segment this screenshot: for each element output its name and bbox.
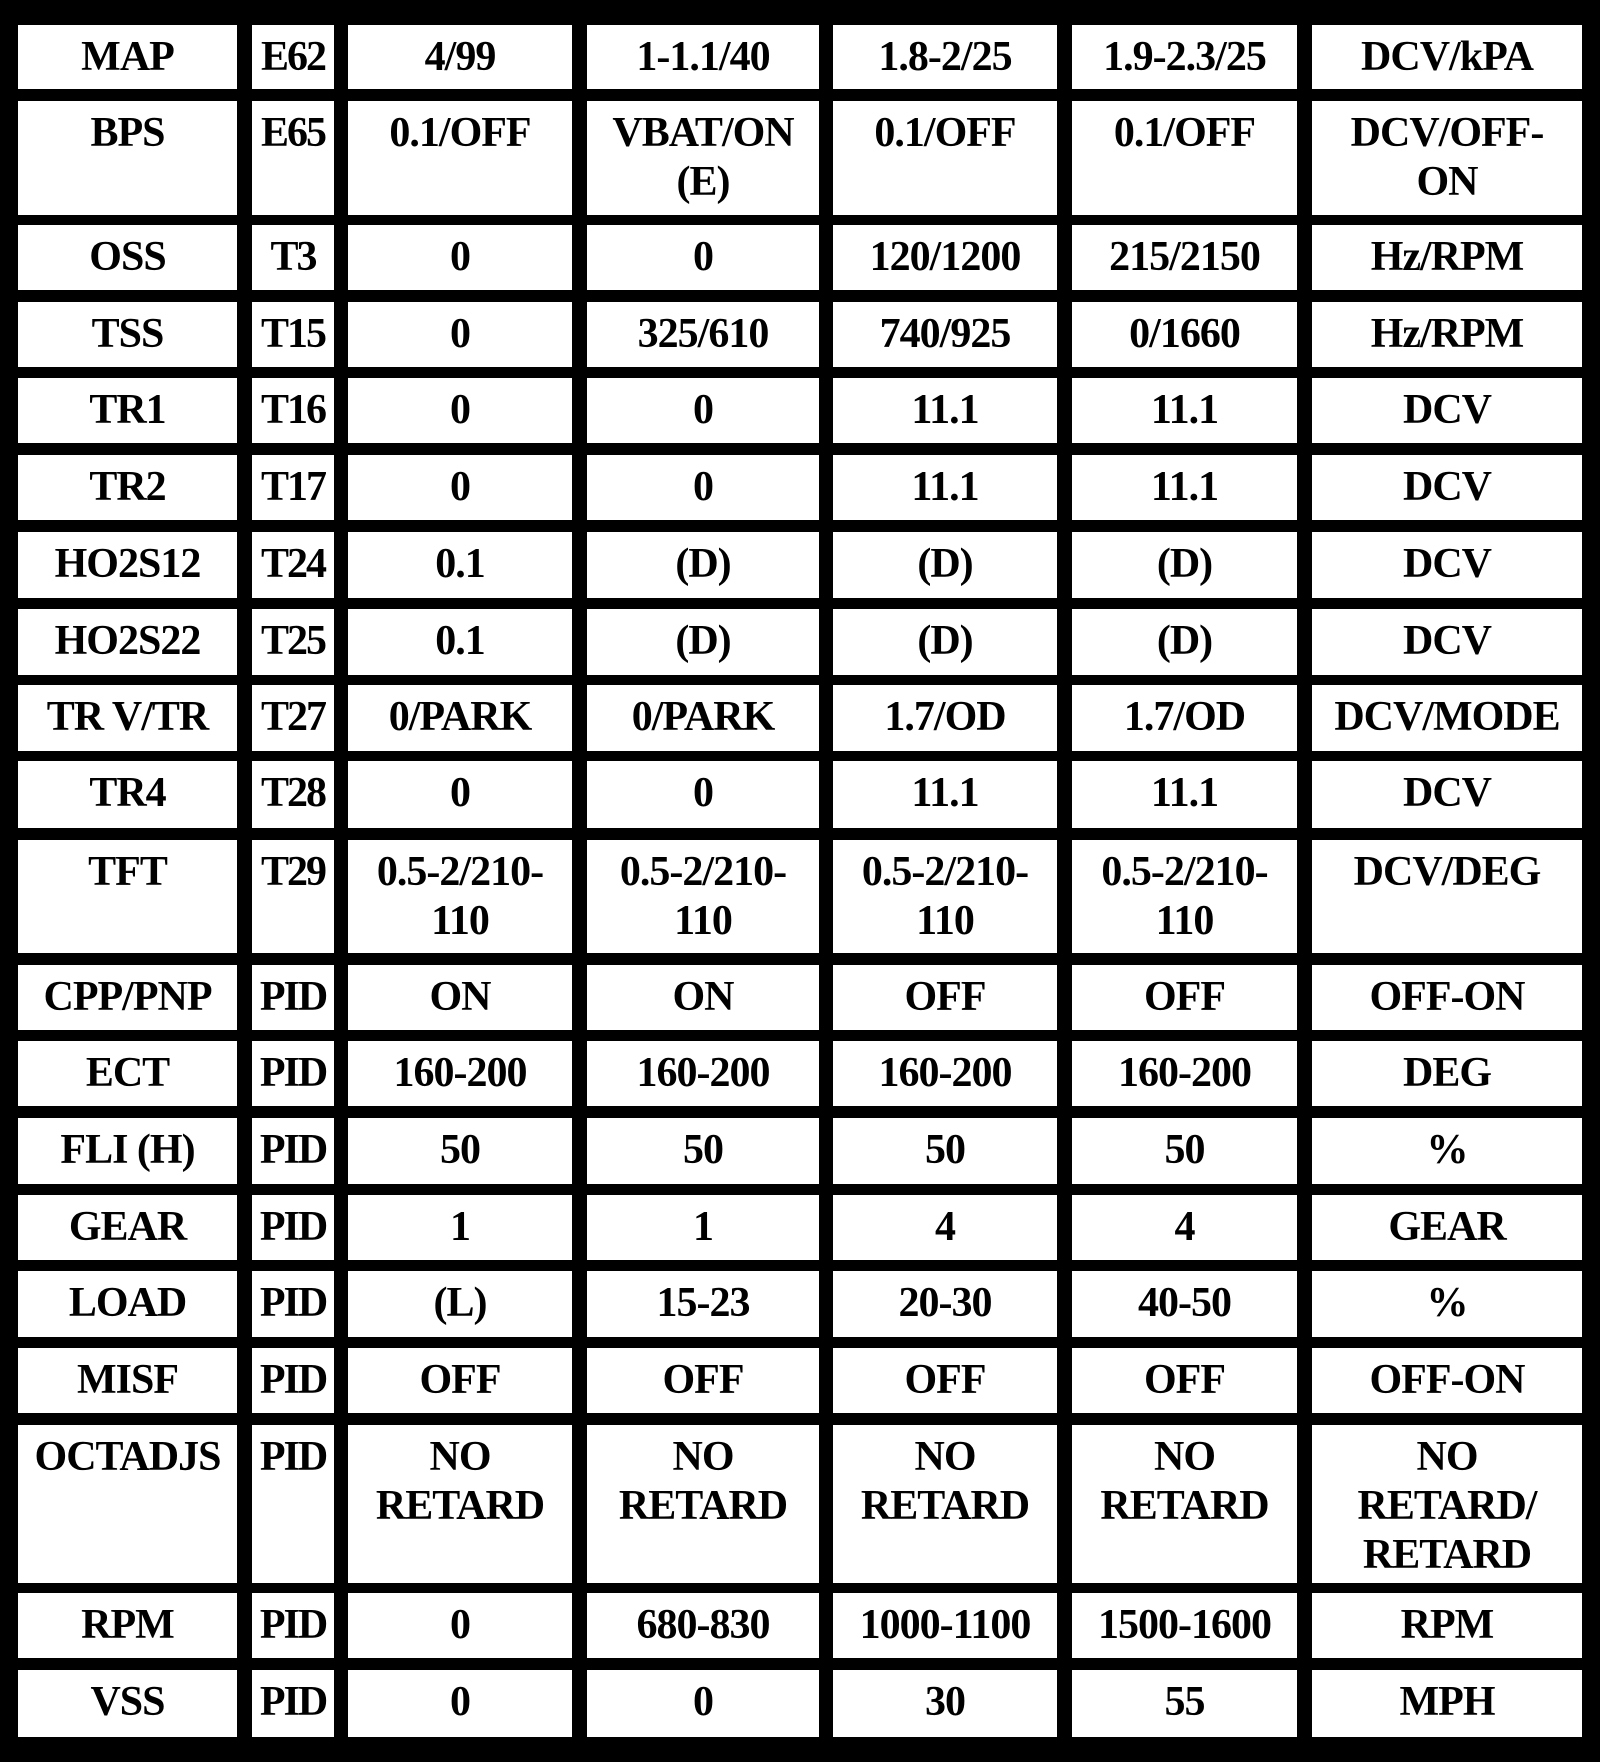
cell-pin: PID bbox=[252, 1041, 334, 1106]
cell-units: DCV/DEG bbox=[1312, 840, 1582, 953]
cell-speed-30: 1.7/OD bbox=[833, 685, 1057, 751]
cell-units: DCV bbox=[1312, 761, 1582, 828]
cell-speed-30: OFF bbox=[833, 965, 1057, 1030]
cell-key-on-engine-off: 0/PARK bbox=[348, 685, 572, 751]
cell-component: BPS bbox=[18, 101, 237, 215]
cell-component: CPP/PNP bbox=[18, 965, 237, 1030]
cell-idle: 0.5-2/210- 110 bbox=[587, 840, 819, 953]
cell-pin: PID bbox=[252, 1271, 334, 1337]
cell-units: DCV/kPA bbox=[1312, 25, 1582, 89]
cell-pin: PID bbox=[252, 1348, 334, 1413]
cell-component: OCTADJS bbox=[18, 1425, 237, 1583]
cell-idle: OFF bbox=[587, 1348, 819, 1413]
cell-idle: 680-830 bbox=[587, 1593, 819, 1658]
cell-units: RPM bbox=[1312, 1593, 1582, 1658]
cell-units: DCV/OFF- ON bbox=[1312, 101, 1582, 215]
cell-component: HO2S22 bbox=[18, 609, 237, 675]
cell-speed-30: 30 bbox=[833, 1670, 1057, 1737]
cell-speed-30: 1000-1100 bbox=[833, 1593, 1057, 1658]
cell-idle: 160-200 bbox=[587, 1041, 819, 1106]
cell-units: GEAR bbox=[1312, 1195, 1582, 1260]
cell-key-on-engine-off: 0 bbox=[348, 455, 572, 520]
cell-speed-30: 11.1 bbox=[833, 761, 1057, 828]
cell-units: MPH bbox=[1312, 1670, 1582, 1737]
cell-speed-30: 11.1 bbox=[833, 378, 1057, 443]
cell-units: DCV/MODE bbox=[1312, 685, 1582, 751]
cell-key-on-engine-off: 0.1 bbox=[348, 532, 572, 598]
cell-key-on-engine-off: OFF bbox=[348, 1348, 572, 1413]
cell-speed-30: 20-30 bbox=[833, 1271, 1057, 1337]
cell-speed-55: 11.1 bbox=[1072, 761, 1297, 828]
cell-idle: 0/PARK bbox=[587, 685, 819, 751]
cell-speed-55: 0/1660 bbox=[1072, 302, 1297, 367]
cell-speed-55: 40-50 bbox=[1072, 1271, 1297, 1337]
cell-idle: NO RETARD bbox=[587, 1425, 819, 1583]
cell-pin: T27 bbox=[252, 685, 334, 751]
cell-component: GEAR bbox=[18, 1195, 237, 1260]
cell-idle: 0 bbox=[587, 1670, 819, 1737]
cell-idle: 1-1.1/40 bbox=[587, 25, 819, 89]
cell-pin: PID bbox=[252, 1118, 334, 1184]
cell-idle: (D) bbox=[587, 532, 819, 598]
cell-speed-55: 0.5-2/210- 110 bbox=[1072, 840, 1297, 953]
cell-pin: PID bbox=[252, 965, 334, 1030]
cell-speed-55: (D) bbox=[1072, 532, 1297, 598]
cell-speed-30: 50 bbox=[833, 1118, 1057, 1184]
cell-speed-55: 4 bbox=[1072, 1195, 1297, 1260]
cell-speed-55: 50 bbox=[1072, 1118, 1297, 1184]
cell-key-on-engine-off: 0 bbox=[348, 378, 572, 443]
cell-units: NO RETARD/ RETARD bbox=[1312, 1425, 1582, 1583]
cell-units: DEG bbox=[1312, 1041, 1582, 1106]
cell-idle: 0 bbox=[587, 378, 819, 443]
cell-speed-30: 0.1/OFF bbox=[833, 101, 1057, 215]
cell-units: % bbox=[1312, 1118, 1582, 1184]
cell-idle: 1 bbox=[587, 1195, 819, 1260]
cell-units: OFF-ON bbox=[1312, 965, 1582, 1030]
cell-idle: 0 bbox=[587, 761, 819, 828]
cell-key-on-engine-off: 0 bbox=[348, 302, 572, 367]
cell-pin: T17 bbox=[252, 455, 334, 520]
cell-key-on-engine-off: (L) bbox=[348, 1271, 572, 1337]
cell-speed-55: 11.1 bbox=[1072, 378, 1297, 443]
cell-speed-30: 1.8-2/25 bbox=[833, 25, 1057, 89]
cell-units: DCV bbox=[1312, 609, 1582, 675]
cell-key-on-engine-off: 50 bbox=[348, 1118, 572, 1184]
cell-speed-30: 0.5-2/210- 110 bbox=[833, 840, 1057, 953]
cell-speed-55: 11.1 bbox=[1072, 455, 1297, 520]
cell-idle: (D) bbox=[587, 609, 819, 675]
cell-component: TR V/TR bbox=[18, 685, 237, 751]
cell-key-on-engine-off: 1 bbox=[348, 1195, 572, 1260]
cell-component: TFT bbox=[18, 840, 237, 953]
cell-pin: T24 bbox=[252, 532, 334, 598]
cell-speed-55: 1.9-2.3/25 bbox=[1072, 25, 1297, 89]
cell-pin: E62 bbox=[252, 25, 334, 89]
cell-units: DCV bbox=[1312, 532, 1582, 598]
cell-key-on-engine-off: 0 bbox=[348, 225, 572, 290]
cell-component: VSS bbox=[18, 1670, 237, 1737]
cell-speed-30: (D) bbox=[833, 532, 1057, 598]
cell-component: HO2S12 bbox=[18, 532, 237, 598]
cell-speed-55: (D) bbox=[1072, 609, 1297, 675]
cell-pin: PID bbox=[252, 1593, 334, 1658]
cell-speed-55: 1.7/OD bbox=[1072, 685, 1297, 751]
cell-key-on-engine-off: 0.1 bbox=[348, 609, 572, 675]
cell-pin: E65 bbox=[252, 101, 334, 215]
cell-speed-30: OFF bbox=[833, 1348, 1057, 1413]
cell-speed-30: (D) bbox=[833, 609, 1057, 675]
cell-component: RPM bbox=[18, 1593, 237, 1658]
cell-key-on-engine-off: 0.5-2/210- 110 bbox=[348, 840, 572, 953]
cell-speed-30: 740/925 bbox=[833, 302, 1057, 367]
cell-key-on-engine-off: 160-200 bbox=[348, 1041, 572, 1106]
cell-speed-55: 1500-1600 bbox=[1072, 1593, 1297, 1658]
cell-speed-30: NO RETARD bbox=[833, 1425, 1057, 1583]
cell-key-on-engine-off: NO RETARD bbox=[348, 1425, 572, 1583]
cell-speed-30: 4 bbox=[833, 1195, 1057, 1260]
cell-idle: 0 bbox=[587, 225, 819, 290]
cell-component: TR4 bbox=[18, 761, 237, 828]
cell-key-on-engine-off: 0.1/OFF bbox=[348, 101, 572, 215]
cell-units: DCV bbox=[1312, 455, 1582, 520]
cell-component: MISF bbox=[18, 1348, 237, 1413]
cell-units: % bbox=[1312, 1271, 1582, 1337]
cell-pin: T29 bbox=[252, 840, 334, 953]
cell-component: TR1 bbox=[18, 378, 237, 443]
cell-component: FLI (H) bbox=[18, 1118, 237, 1184]
cell-pin: PID bbox=[252, 1425, 334, 1583]
cell-speed-55: NO RETARD bbox=[1072, 1425, 1297, 1583]
cell-pin: PID bbox=[252, 1195, 334, 1260]
cell-pin: T16 bbox=[252, 378, 334, 443]
cell-idle: 0 bbox=[587, 455, 819, 520]
cell-speed-55: 55 bbox=[1072, 1670, 1297, 1737]
cell-idle: 325/610 bbox=[587, 302, 819, 367]
cell-idle: VBAT/ON (E) bbox=[587, 101, 819, 215]
cell-units: Hz/RPM bbox=[1312, 302, 1582, 367]
cell-speed-55: OFF bbox=[1072, 1348, 1297, 1413]
cell-idle: ON bbox=[587, 965, 819, 1030]
cell-speed-55: OFF bbox=[1072, 965, 1297, 1030]
cell-speed-30: 11.1 bbox=[833, 455, 1057, 520]
cell-key-on-engine-off: 4/99 bbox=[348, 25, 572, 89]
cell-key-on-engine-off: 0 bbox=[348, 1593, 572, 1658]
cell-key-on-engine-off: 0 bbox=[348, 761, 572, 828]
cell-component: TSS bbox=[18, 302, 237, 367]
cell-component: OSS bbox=[18, 225, 237, 290]
cell-key-on-engine-off: 0 bbox=[348, 1670, 572, 1737]
cell-pin: T3 bbox=[252, 225, 334, 290]
cell-pin: T28 bbox=[252, 761, 334, 828]
cell-pin: PID bbox=[252, 1670, 334, 1737]
cell-component: ECT bbox=[18, 1041, 237, 1106]
cell-speed-30: 120/1200 bbox=[833, 225, 1057, 290]
cell-key-on-engine-off: ON bbox=[348, 965, 572, 1030]
cell-speed-55: 215/2150 bbox=[1072, 225, 1297, 290]
cell-speed-55: 0.1/OFF bbox=[1072, 101, 1297, 215]
cell-component: LOAD bbox=[18, 1271, 237, 1337]
cell-speed-55: 160-200 bbox=[1072, 1041, 1297, 1106]
cell-pin: T25 bbox=[252, 609, 334, 675]
cell-component: TR2 bbox=[18, 455, 237, 520]
cell-units: DCV bbox=[1312, 378, 1582, 443]
cell-units: Hz/RPM bbox=[1312, 225, 1582, 290]
cell-component: MAP bbox=[18, 25, 237, 89]
cell-idle: 50 bbox=[587, 1118, 819, 1184]
cell-pin: T15 bbox=[252, 302, 334, 367]
cell-idle: 15-23 bbox=[587, 1271, 819, 1337]
cell-speed-30: 160-200 bbox=[833, 1041, 1057, 1106]
cell-units: OFF-ON bbox=[1312, 1348, 1582, 1413]
